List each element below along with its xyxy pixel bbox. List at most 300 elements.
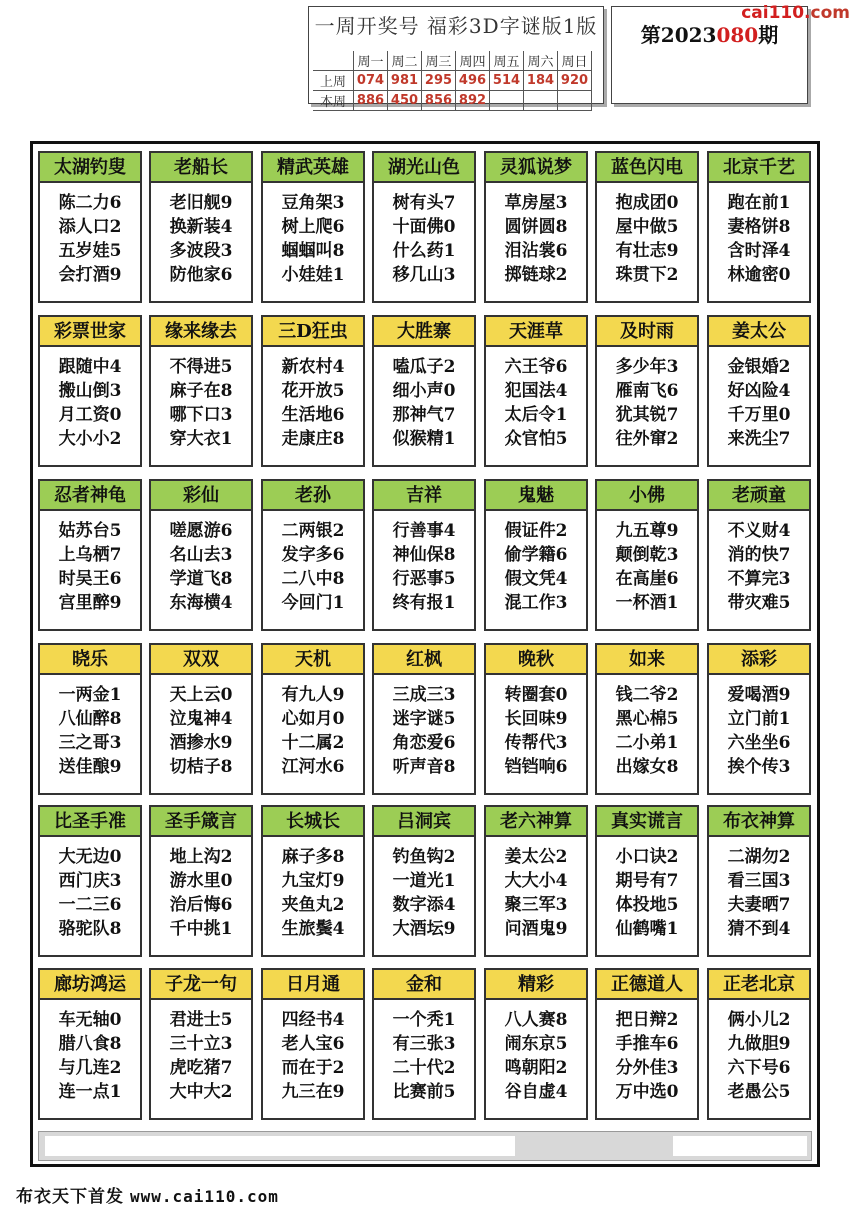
puzzle-card-title: 长城长 <box>263 807 363 837</box>
puzzle-line: 地上沟2 <box>169 847 233 867</box>
puzzle-card-lines <box>709 191 809 287</box>
puzzle-card-title: 正老北京 <box>709 970 809 1000</box>
this-week-number <box>490 91 524 111</box>
puzzle-line: 学道飞8 <box>169 569 233 589</box>
puzzle-card <box>149 479 253 631</box>
puzzle-line: 抱成团0 <box>615 193 679 213</box>
puzzle-card <box>38 968 142 1120</box>
puzzle-line: 生活地6 <box>281 405 345 425</box>
puzzle-card-lines <box>263 845 363 941</box>
puzzle-line: 二十代2 <box>392 1058 456 1078</box>
puzzle-line: 姜太公2 <box>504 847 568 867</box>
puzzle-line: 九五尊9 <box>615 521 679 541</box>
puzzle-card <box>595 805 699 957</box>
puzzle-line: 千万里0 <box>727 405 791 425</box>
puzzle-line: 细小声0 <box>392 381 456 401</box>
puzzle-line: 来洗尘7 <box>727 429 791 449</box>
puzzle-line: 颠倒乾3 <box>615 545 679 565</box>
puzzle-line: 期号有7 <box>615 871 679 891</box>
puzzle-line: 六坐坐6 <box>727 733 791 753</box>
puzzle-line: 钱二爷2 <box>615 685 679 705</box>
puzzle-card <box>38 805 142 957</box>
puzzle-card <box>149 643 253 795</box>
puzzle-line: 姑苏台5 <box>58 521 122 541</box>
puzzle-line: 问酒鬼9 <box>504 919 568 939</box>
this-week-label: 本周 <box>313 91 354 111</box>
puzzle-card-lines <box>486 845 586 941</box>
puzzle-line: 把日辩2 <box>615 1010 679 1030</box>
this-week-number <box>558 91 592 111</box>
puzzle-line: 一二三6 <box>58 895 122 915</box>
puzzle-line: 终有报1 <box>392 593 456 613</box>
puzzle-line: 东海横4 <box>169 593 233 613</box>
puzzle-line: 换新装4 <box>169 217 233 237</box>
last-week-number: 295 <box>422 71 456 91</box>
puzzle-line: 走康庄8 <box>281 429 345 449</box>
puzzle-line: 跑在前1 <box>727 193 791 213</box>
puzzle-card-lines <box>40 845 140 941</box>
puzzle-card-title: 比圣手准 <box>40 807 140 837</box>
day-header: 周四 <box>456 51 490 71</box>
puzzle-line: 俩小儿2 <box>727 1010 791 1030</box>
puzzle-line: 珠贯下2 <box>615 265 679 285</box>
puzzle-line: 犹其锐7 <box>615 405 679 425</box>
puzzle-line: 有九人9 <box>281 685 345 705</box>
last-week-number: 920 <box>558 71 592 91</box>
puzzle-card-title: 双双 <box>151 645 251 675</box>
puzzle-line: 转圈套0 <box>504 685 568 705</box>
puzzle-card-lines <box>597 1008 697 1104</box>
issue-number: 第2023080期 <box>640 23 779 47</box>
puzzle-line: 腊八食8 <box>58 1034 122 1054</box>
puzzle-card <box>707 643 811 795</box>
puzzle-card-lines <box>486 191 586 287</box>
puzzle-line: 众官怕5 <box>504 429 568 449</box>
day-header: 周二 <box>388 51 422 71</box>
puzzle-card <box>149 315 253 467</box>
puzzle-card-lines <box>40 355 140 451</box>
this-week-number: 856 <box>422 91 456 111</box>
puzzle-line: 名山去3 <box>169 545 233 565</box>
puzzle-card-lines <box>151 519 251 615</box>
puzzle-line: 黑心棉5 <box>615 709 679 729</box>
puzzle-line: 太后令1 <box>504 405 568 425</box>
puzzle-line: 钓鱼钩2 <box>392 847 456 867</box>
puzzle-card <box>261 151 365 303</box>
puzzle-card-title: 忍者神龟 <box>40 481 140 511</box>
puzzle-card <box>372 315 476 467</box>
puzzle-card-lines <box>263 683 363 779</box>
puzzle-card-lines <box>151 683 251 779</box>
puzzle-card-lines <box>709 1008 809 1104</box>
puzzle-card-lines <box>151 191 251 287</box>
puzzle-line: 月工资0 <box>58 405 122 425</box>
puzzle-card-title: 精武英雄 <box>263 153 363 183</box>
puzzle-card <box>38 151 142 303</box>
puzzle-line: 混工作3 <box>504 593 568 613</box>
puzzle-line: 一道光1 <box>392 871 456 891</box>
puzzle-line: 上乌栖7 <box>58 545 122 565</box>
puzzle-card-title: 老孙 <box>263 481 363 511</box>
puzzle-card-title: 姜太公 <box>709 317 809 347</box>
puzzle-line: 犯国法4 <box>504 381 568 401</box>
puzzle-line: 出嫁女8 <box>615 757 679 777</box>
draw-results-box <box>308 6 604 110</box>
puzzle-card-lines <box>40 191 140 287</box>
puzzle-card <box>707 315 811 467</box>
puzzle-line: 雁南飞6 <box>615 381 679 401</box>
puzzle-card <box>595 151 699 303</box>
puzzle-card-title: 正德道人 <box>597 970 697 1000</box>
puzzle-line: 骆驼队8 <box>58 919 122 939</box>
last-week-number: 074 <box>354 71 388 91</box>
puzzle-line: 聚三军3 <box>504 895 568 915</box>
header-title: 一周开奖号 福彩3D字谜版1版 <box>314 14 598 38</box>
puzzle-line: 挨个传3 <box>727 757 791 777</box>
puzzle-line: 分外佳3 <box>615 1058 679 1078</box>
puzzle-card-lines <box>263 355 363 451</box>
this-week-number <box>524 91 558 111</box>
puzzle-card <box>149 968 253 1120</box>
puzzle-line: 六下号6 <box>727 1058 791 1078</box>
puzzle-line: 八人赛8 <box>504 1010 568 1030</box>
site-logo: cai110.com <box>741 3 850 23</box>
puzzle-line: 泪沾裳6 <box>504 241 568 261</box>
puzzle-card-lines <box>263 191 363 287</box>
puzzle-card-title: 天机 <box>263 645 363 675</box>
puzzle-line: 花开放5 <box>281 381 345 401</box>
day-header: 周六 <box>524 51 558 71</box>
puzzle-card-lines <box>597 519 697 615</box>
puzzle-card-title: 大胜寨 <box>374 317 474 347</box>
puzzle-line: 二两银2 <box>281 521 345 541</box>
puzzle-card-title: 如来 <box>597 645 697 675</box>
puzzle-line: 大大小4 <box>504 871 568 891</box>
puzzle-card-lines <box>486 355 586 451</box>
puzzle-card <box>372 479 476 631</box>
puzzle-line: 带灾难5 <box>727 593 791 613</box>
puzzle-card-title: 彩仙 <box>151 481 251 511</box>
puzzle-line: 迷字谜5 <box>392 709 456 729</box>
puzzle-line: 今回门1 <box>281 593 345 613</box>
puzzle-line: 西门庆3 <box>58 871 122 891</box>
this-week-number: 892 <box>456 91 490 111</box>
puzzle-line: 体投地5 <box>615 895 679 915</box>
last-week-number: 184 <box>524 71 558 91</box>
puzzle-line: 夹鱼丸2 <box>281 895 345 915</box>
puzzle-line: 嗟愿游6 <box>169 521 233 541</box>
puzzle-card-lines <box>486 1008 586 1104</box>
puzzle-card-title: 红枫 <box>374 645 474 675</box>
puzzle-line: 十二属2 <box>281 733 345 753</box>
puzzle-line: 看三国3 <box>727 871 791 891</box>
day-header: 周一 <box>354 51 388 71</box>
puzzle-card-lines <box>40 683 140 779</box>
puzzle-line: 草房屋3 <box>504 193 568 213</box>
puzzle-line: 嗑瓜子2 <box>392 357 456 377</box>
puzzle-card-title: 湖光山色 <box>374 153 474 183</box>
puzzle-line: 麻子多8 <box>281 847 345 867</box>
puzzle-line: 生旅鬓4 <box>281 919 345 939</box>
puzzle-card <box>707 968 811 1120</box>
puzzle-line: 一个秃1 <box>392 1010 456 1030</box>
puzzle-line: 行恶事5 <box>392 569 456 589</box>
puzzle-card <box>149 805 253 957</box>
puzzle-line: 千中挑1 <box>169 919 233 939</box>
puzzle-card <box>595 315 699 467</box>
puzzle-line: 偷学籍6 <box>504 545 568 565</box>
puzzle-card-title: 老六神算 <box>486 807 586 837</box>
puzzle-line: 连一点1 <box>58 1082 122 1102</box>
puzzle-line: 跟随中4 <box>58 357 122 377</box>
puzzle-line: 听声音8 <box>392 757 456 777</box>
puzzle-card-lines <box>374 355 474 451</box>
puzzle-card-title: 北京千艺 <box>709 153 809 183</box>
puzzle-card <box>261 643 365 795</box>
puzzle-card-lines <box>40 519 140 615</box>
puzzle-line: 十面佛0 <box>392 217 456 237</box>
puzzle-line: 往外窜2 <box>615 429 679 449</box>
puzzle-line: 江河水6 <box>281 757 345 777</box>
puzzle-line: 猜不到4 <box>727 919 791 939</box>
puzzle-card-lines <box>40 1008 140 1104</box>
puzzle-line: 时吴王6 <box>58 569 122 589</box>
puzzle-line: 消的快7 <box>727 545 791 565</box>
day-header: 周五 <box>490 51 524 71</box>
puzzle-line: 麻子在8 <box>169 381 233 401</box>
puzzle-line: 发字多6 <box>281 545 345 565</box>
this-week-number: 450 <box>388 91 422 111</box>
puzzle-line: 一杯酒1 <box>615 593 679 613</box>
puzzle-line: 五岁娃5 <box>58 241 122 261</box>
puzzle-card-title: 子龙一句 <box>151 970 251 1000</box>
puzzle-line: 小口诀2 <box>615 847 679 867</box>
puzzle-card <box>261 968 365 1120</box>
puzzle-line: 九宝灯9 <box>281 871 345 891</box>
puzzle-card-lines <box>374 845 474 941</box>
last-week-label: 上周 <box>313 71 354 91</box>
puzzle-card-lines <box>374 1008 474 1104</box>
puzzle-card <box>149 151 253 303</box>
last-week-number: 496 <box>456 71 490 91</box>
puzzle-line: 大酒坛9 <box>392 919 456 939</box>
puzzle-line: 不算完3 <box>727 569 791 589</box>
puzzle-line: 传帮代3 <box>504 733 568 753</box>
last-week-number: 981 <box>388 71 422 91</box>
puzzle-line: 比赛前5 <box>392 1082 456 1102</box>
puzzle-line: 会打酒9 <box>58 265 122 285</box>
puzzle-card <box>38 479 142 631</box>
puzzle-card-title: 晚秋 <box>486 645 586 675</box>
puzzle-line: 二八中8 <box>281 569 345 589</box>
puzzle-card <box>372 643 476 795</box>
puzzle-card <box>38 643 142 795</box>
day-header: 周日 <box>558 51 592 71</box>
puzzle-line: 手推车6 <box>615 1034 679 1054</box>
puzzle-line: 爱喝酒9 <box>727 685 791 705</box>
puzzle-card <box>707 151 811 303</box>
day-header: 周三 <box>422 51 456 71</box>
puzzle-card-lines <box>597 191 697 287</box>
puzzle-line: 酒掺水9 <box>169 733 233 753</box>
puzzle-line: 金银婚2 <box>727 357 791 377</box>
puzzle-line: 六王爷6 <box>504 357 568 377</box>
puzzle-card <box>595 479 699 631</box>
puzzle-card-lines <box>597 683 697 779</box>
puzzle-card <box>595 968 699 1120</box>
puzzle-card-lines <box>709 683 809 779</box>
puzzle-line: 假证件2 <box>504 521 568 541</box>
puzzle-line: 三之哥3 <box>58 733 122 753</box>
puzzle-line: 治后悔6 <box>169 895 233 915</box>
puzzle-card-title: 添彩 <box>709 645 809 675</box>
puzzle-line: 谷自虚4 <box>504 1082 568 1102</box>
puzzle-card <box>261 315 365 467</box>
puzzle-line: 与几连2 <box>58 1058 122 1078</box>
puzzle-line: 角恋爱6 <box>392 733 456 753</box>
puzzle-card-title: 太湖钓叟 <box>40 153 140 183</box>
puzzle-card-title: 老船长 <box>151 153 251 183</box>
puzzle-card-lines <box>374 191 474 287</box>
puzzle-card <box>707 479 811 631</box>
this-week-number: 886 <box>354 91 388 111</box>
puzzle-line: 大中大2 <box>169 1082 233 1102</box>
puzzle-card <box>484 315 588 467</box>
puzzle-card <box>261 805 365 957</box>
puzzle-card-lines <box>374 683 474 779</box>
puzzle-line: 铛铛响6 <box>504 757 568 777</box>
puzzle-card-lines <box>486 519 586 615</box>
puzzle-line: 宫里醉9 <box>58 593 122 613</box>
puzzle-line: 而在于2 <box>281 1058 345 1078</box>
puzzle-card <box>707 805 811 957</box>
puzzle-line: 多波段3 <box>169 241 233 261</box>
puzzle-line: 万中选0 <box>615 1082 679 1102</box>
puzzle-card <box>484 643 588 795</box>
puzzle-card <box>484 151 588 303</box>
puzzle-line: 移几山3 <box>392 265 456 285</box>
puzzle-line: 四经书4 <box>281 1010 345 1030</box>
puzzle-line: 闹东京5 <box>504 1034 568 1054</box>
puzzle-line: 九做胆9 <box>727 1034 791 1054</box>
puzzle-line: 一两金1 <box>58 685 122 705</box>
puzzle-line: 林逾密0 <box>727 265 791 285</box>
puzzle-line: 那神气7 <box>392 405 456 425</box>
puzzle-line: 防他家6 <box>169 265 233 285</box>
puzzle-line: 二湖勿2 <box>727 847 791 867</box>
puzzle-card-title: 灵狐说梦 <box>486 153 586 183</box>
puzzle-line: 蝈蝈叫8 <box>281 241 345 261</box>
puzzle-line: 虎吃猪7 <box>169 1058 233 1078</box>
puzzle-line: 长回味9 <box>504 709 568 729</box>
puzzle-card-title: 吉祥 <box>374 481 474 511</box>
puzzle-line: 不义财4 <box>727 521 791 541</box>
puzzle-line: 老旧舰9 <box>169 193 233 213</box>
puzzle-line: 屋中做5 <box>615 217 679 237</box>
puzzle-card-title: 老顽童 <box>709 481 809 511</box>
puzzle-line: 哪下口3 <box>169 405 233 425</box>
puzzle-card-title: 布衣神算 <box>709 807 809 837</box>
puzzle-line: 圆饼圆8 <box>504 217 568 237</box>
puzzle-card <box>261 479 365 631</box>
puzzle-line: 二小弟1 <box>615 733 679 753</box>
puzzle-line: 三成三3 <box>392 685 456 705</box>
puzzle-card <box>38 315 142 467</box>
puzzle-line: 新农村4 <box>281 357 345 377</box>
puzzle-card-lines <box>263 1008 363 1104</box>
weekly-draw-table <box>313 51 592 111</box>
puzzle-card-title: 彩票世家 <box>40 317 140 347</box>
last-week-number: 514 <box>490 71 524 91</box>
puzzle-card-lines <box>709 519 809 615</box>
puzzle-line: 车无轴0 <box>58 1010 122 1030</box>
puzzle-line: 穿大衣1 <box>169 429 233 449</box>
puzzle-line: 天上云0 <box>169 685 233 705</box>
puzzle-line: 行善事4 <box>392 521 456 541</box>
puzzle-line: 夫妻晒7 <box>727 895 791 915</box>
puzzle-card-title: 及时雨 <box>597 317 697 347</box>
puzzle-card-lines <box>486 683 586 779</box>
puzzle-card <box>484 805 588 957</box>
puzzle-line: 切桔子8 <box>169 757 233 777</box>
puzzle-line: 在高崖6 <box>615 569 679 589</box>
puzzle-card-lines <box>709 355 809 451</box>
puzzle-line: 含时泽4 <box>727 241 791 261</box>
puzzle-line: 立门前1 <box>727 709 791 729</box>
puzzle-line: 妻格饼8 <box>727 217 791 237</box>
puzzle-card <box>372 968 476 1120</box>
puzzle-card <box>372 151 476 303</box>
puzzle-line: 不得进5 <box>169 357 233 377</box>
puzzle-card-title: 廊坊鸿运 <box>40 970 140 1000</box>
footer-bar <box>38 1131 812 1161</box>
puzzle-card-lines <box>597 355 697 451</box>
puzzle-card <box>595 643 699 795</box>
puzzle-card-title: 晓乐 <box>40 645 140 675</box>
puzzle-line: 陈二力6 <box>58 193 122 213</box>
puzzle-line: 君进士5 <box>169 1010 233 1030</box>
puzzle-card-title: 天涯草 <box>486 317 586 347</box>
puzzle-line: 有壮志9 <box>615 241 679 261</box>
puzzle-line: 假文凭4 <box>504 569 568 589</box>
puzzle-card-title: 三D狂虫 <box>263 317 363 347</box>
puzzle-line: 游水里0 <box>169 871 233 891</box>
puzzle-card <box>484 968 588 1120</box>
puzzle-card-title: 金和 <box>374 970 474 1000</box>
puzzle-line: 三十立3 <box>169 1034 233 1054</box>
puzzle-line: 泣鬼神4 <box>169 709 233 729</box>
puzzle-line: 老愚公5 <box>727 1082 791 1102</box>
puzzle-line: 神仙保8 <box>392 545 456 565</box>
puzzle-line: 送佳酿9 <box>58 757 122 777</box>
puzzle-card-lines <box>263 519 363 615</box>
puzzle-line: 小娃娃1 <box>281 265 345 285</box>
puzzle-card-title: 鬼魅 <box>486 481 586 511</box>
puzzle-line: 搬山倒3 <box>58 381 122 401</box>
puzzle-line: 树上爬6 <box>281 217 345 237</box>
puzzle-card-title: 缘来缘去 <box>151 317 251 347</box>
puzzle-line: 好凶险4 <box>727 381 791 401</box>
puzzle-line: 豆角架3 <box>281 193 345 213</box>
puzzle-card-lines <box>597 845 697 941</box>
puzzle-card-lines <box>709 845 809 941</box>
puzzle-line: 老人宝6 <box>281 1034 345 1054</box>
publisher-credit: 布衣天下首发 www.cai110.com <box>16 1187 279 1207</box>
puzzle-card-lines <box>151 845 251 941</box>
puzzle-card <box>372 805 476 957</box>
puzzle-line: 心如月0 <box>281 709 345 729</box>
puzzle-line: 多少年3 <box>615 357 679 377</box>
